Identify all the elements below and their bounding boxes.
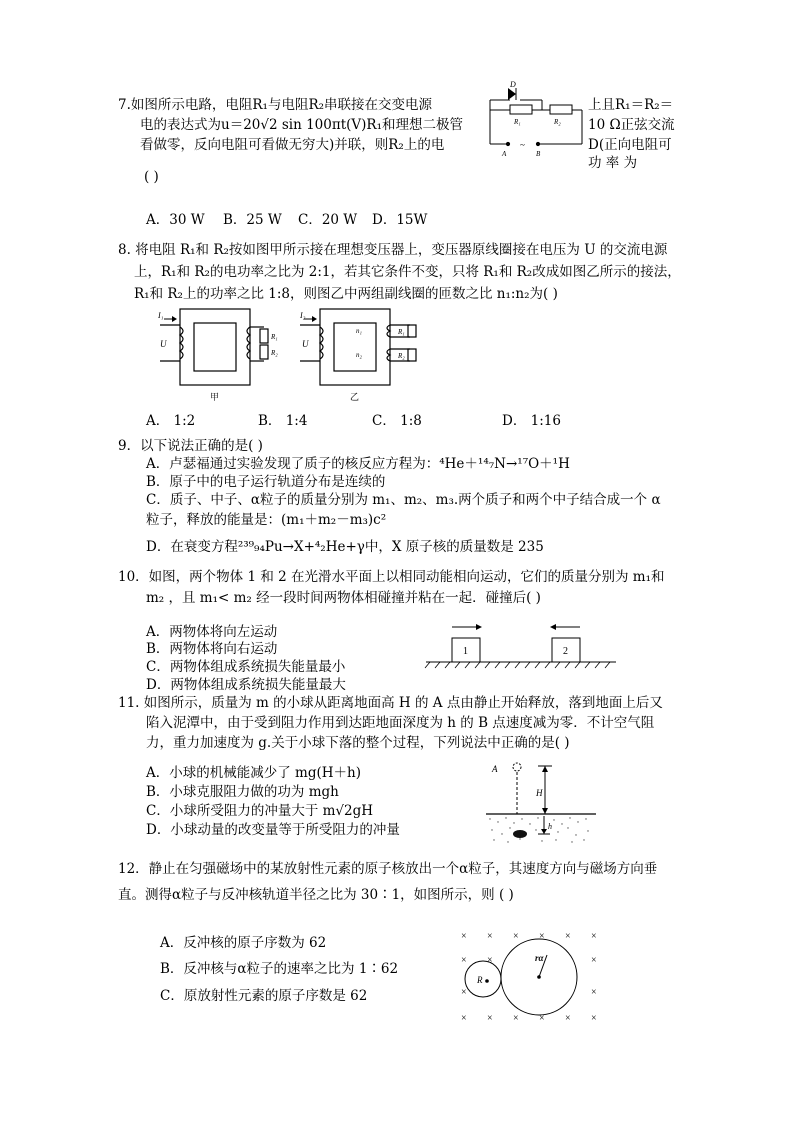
svg-text:×: ×: [591, 1013, 597, 1024]
q8-jia-label-u: U: [160, 339, 167, 349]
q11-option-b: B．小球克服阻力做的功为 mgh: [146, 784, 339, 800]
q7-option-b: B．25 W: [223, 212, 282, 228]
q9-option-a: A．卢瑟福通过实验发现了质子的核反应方程为：⁴He＋¹⁴₇N→¹⁷O＋¹H: [146, 456, 570, 472]
q10-option-c: C．两物体组成系统损失能量最小: [146, 659, 346, 675]
q8-jia-caption: 甲: [210, 392, 220, 402]
svg-text:×: ×: [513, 1013, 519, 1024]
q11-option-d: D．小球动量的改变量等于所受阻力的冲量: [146, 822, 400, 838]
q7-option-a: A．30 W: [146, 212, 205, 228]
q8-line3: R₁和 R₂上的功率之比 1:8，则图乙中两组副线圈的匝数之比 n₁:n₂为( ): [134, 286, 558, 302]
q12-label-r-alpha: rα: [535, 953, 544, 963]
q8-jia-resistor-r1: [260, 329, 268, 343]
q7-stem-line3-right-a: D(正向电阻可: [588, 137, 672, 153]
q7-label-d: D: [510, 80, 516, 89]
q8-option-b: B． 1:4: [258, 413, 308, 429]
q12-line2: 直。测得α粒子与反冲核轨道半径之比为 30∶1，如图所示，则 ( ): [118, 887, 514, 903]
q7-resistor-r2: [550, 105, 572, 114]
q8-jia-label-r2: R₂: [271, 349, 278, 357]
q9-option-c-line1: C．质子、中子、α粒子的质量分别为 m₁、m₂、m₃.两个质子和两个中子结合成一个 α: [146, 492, 661, 508]
q7-stem-line3: 看做零，反向电阻可看做无穷大)并联，则R₂上的电: [140, 137, 445, 153]
q10-block-2-label: 2: [563, 646, 568, 657]
q10-block-1-label: 1: [463, 646, 468, 657]
q11-label-h-big: H: [536, 788, 543, 798]
q12-magnetic-field-figure: [455, 925, 605, 1025]
q7-diode-symbol: [508, 88, 516, 100]
svg-text:×: ×: [487, 1013, 493, 1024]
q11-label-a: A: [492, 764, 498, 774]
q12-line1: 12．静止在匀强磁场中的某放射性元素的原子核放出一个α粒子，其速度方向与磁场方向垂: [118, 861, 658, 877]
q7-circuit-figure: [470, 78, 590, 160]
q12-recoil-orbit: [465, 961, 501, 997]
q7-option-c: C．20 W: [298, 212, 358, 228]
q8-jia-resistor-r2: [260, 345, 268, 359]
q11-ball-end: [513, 830, 527, 838]
q8-yi-resistor-r1: [408, 325, 416, 337]
q11-line1: 11. 如图所示，质量为 m 的小球从距离地面高 H 的 A 点由静止开始释放，落到地面上后又: [118, 695, 663, 711]
svg-text:×: ×: [461, 955, 467, 966]
svg-text:×: ×: [591, 931, 597, 942]
svg-text:×: ×: [539, 1013, 545, 1024]
q8-yi-label-n2: n₂: [356, 351, 362, 359]
q7-stem-line1-right: 上且R₁＝R₂＝: [588, 97, 674, 113]
svg-text:×: ×: [461, 1013, 467, 1024]
svg-text:×: ×: [461, 931, 467, 942]
q12-label-r: R: [477, 975, 483, 985]
svg-text:×: ×: [487, 955, 493, 966]
svg-text:×: ×: [591, 955, 597, 966]
svg-text:×: ×: [591, 987, 597, 998]
q9-option-d: D．在衰变方程²³⁹₉₄Pu→X+⁴₂He+γ中，X 原子核的质量数是 235: [146, 539, 544, 555]
q8-option-a: A． 1:2: [146, 413, 196, 429]
q7-stem-line2-right: 10 Ω正弦交流: [588, 117, 675, 133]
q11-line2: 陷入泥潭中，由于受到阻力作用到达距地面深度为 h 的 B 点速度减为零．不计空气阻: [146, 715, 655, 731]
q8-yi-resistor-r2: [408, 349, 416, 361]
q7-stem-line3-right-b: 功 率 为: [588, 155, 638, 171]
q7-label-b: B: [536, 150, 541, 158]
q8-transformer-figure-jia: [150, 305, 290, 403]
svg-text:×: ×: [513, 931, 519, 942]
q8-yi-label-i2: I₂: [300, 311, 306, 320]
q7-resistor-r1: [510, 105, 532, 114]
q11-line3: 力，重力加速度为 g.关于小球下落的整个过程，下列说法中正确的是( ): [146, 735, 570, 751]
q10-line1: 10．如图，两个物体 1 和 2 在光滑水平面上以相同动能相向运动，它们的质量分别为 m₁和: [118, 569, 665, 585]
q10-collision-figure: [420, 620, 620, 670]
q7-stem-line1: 7.如图所示电路，电阻R₁与电阻R₂串联接在交变电源: [118, 97, 433, 113]
q10-option-a: A．两物体将向左运动: [146, 624, 278, 640]
q10-option-d: D．两物体组成系统损失能量最大: [146, 677, 346, 693]
q7-label-a: A: [502, 150, 507, 158]
q8-option-c: C． 1:8: [372, 413, 422, 429]
q12-option-b: B．反冲核与α粒子的速率之比为 1∶62: [160, 961, 399, 977]
q8-yi-label-u: U: [302, 339, 309, 349]
q12-option-c: C．原放射性元素的原子序数是 62: [160, 988, 368, 1004]
svg-text:×: ×: [461, 987, 467, 998]
q9-option-c-line2: 粒子，释放的能量是：(m₁＋m₂－m₃)c²: [146, 512, 387, 528]
q7-label-r2: R₂: [554, 118, 561, 126]
q11-label-h-small: h: [548, 822, 552, 831]
q7-label-tilde: ~: [520, 140, 525, 150]
q10-line2: m₂ ，且 m₁< m₂ 经一段时间两物体相碰撞并粘在一起．碰撞后( ): [146, 590, 541, 606]
q7-answer-blank: ( ): [144, 169, 159, 185]
q7-label-r1: R₁: [514, 118, 521, 126]
q8-yi-label-r2: R₂: [398, 352, 405, 360]
q11-option-c: C．小球所受阻力的冲量大于 m√2gH: [146, 803, 374, 819]
q8-yi-caption: 乙: [350, 392, 360, 402]
q8-jia-label-r1: R₁: [271, 333, 278, 341]
q8-option-d: D． 1:16: [502, 413, 561, 429]
svg-text:×: ×: [487, 931, 493, 942]
q7-stem-line2: 电的表达式为u＝20√2 sin 100πt(V)R₁和理想二极管: [140, 117, 464, 133]
q8-line1: 8. 将电阻 R₁和 R₂按如图甲所示接在理想变压器上，变压器原线圈接在电压为 U 的交流电源: [118, 242, 668, 258]
q10-option-b: B．两物体将向右运动: [146, 641, 278, 657]
q9-option-b: B．原子中的电子运行轨道分布是连续的: [146, 474, 386, 490]
svg-text:×: ×: [565, 1013, 571, 1024]
q8-yi-label-n1: n₁: [356, 327, 362, 335]
q9-stem: 9．以下说法正确的是( ): [118, 438, 263, 454]
q11-ball-start: [513, 763, 521, 771]
q12-option-a: A．反冲核的原子序数为 62: [160, 935, 327, 951]
q8-yi-label-r1: R₁: [398, 328, 405, 336]
q8-line2: 上，R₁和 R₂的电功率之比为 2:1，若其它条件不变，只将 R₁和 R₂改成如图乙所示的接法，: [134, 264, 681, 280]
q8-transformer-figure-yi: [300, 305, 440, 403]
q8-jia-label-i1: I₁: [158, 311, 164, 320]
q7-option-d: D．15W: [372, 212, 428, 228]
q11-option-a: A．小球的机械能减少了 mg(H＋h): [146, 765, 361, 781]
q11-fall-figure: [480, 756, 600, 848]
svg-text:×: ×: [539, 931, 545, 942]
svg-text:×: ×: [565, 931, 571, 942]
